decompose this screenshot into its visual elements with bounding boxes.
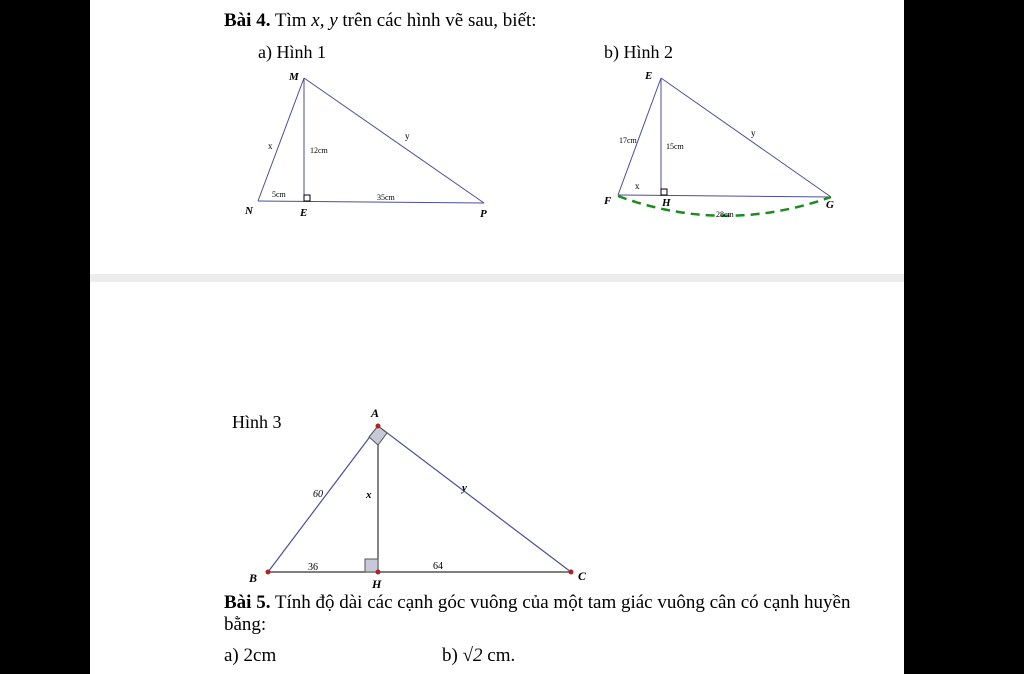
hinh1-figure — [258, 78, 484, 203]
bai5-option-b — [442, 645, 515, 667]
hinh3-caption: Hình 3 — [232, 412, 282, 432]
bai5-option-a: a) 2cm — [224, 645, 277, 666]
hinh3-point-A — [376, 424, 381, 429]
bai4-text-pre: Tìm — [270, 10, 312, 31]
hinh2-label-F: F — [604, 195, 612, 207]
hinh3-point-H — [376, 570, 381, 575]
hinh2-label-eh: 15cm — [666, 142, 684, 151]
hinh2-label-H: H — [662, 197, 671, 209]
hinh2-label-y: y — [751, 128, 756, 138]
hinh3-side-ac — [378, 426, 571, 572]
hinh3-point-B — [266, 570, 271, 575]
hinh3-label-A: A — [371, 406, 380, 420]
hinh1-labels — [244, 71, 487, 220]
bai5-line1 — [224, 592, 850, 614]
hinh3-label-C: C — [578, 569, 587, 583]
hinh1-label-N: N — [245, 205, 253, 217]
hinh2-label-x: x — [635, 181, 640, 191]
hinh1-label-ne: 5cm — [272, 190, 286, 199]
hinh2-side-fg — [618, 195, 831, 197]
hinh1-label-P: P — [480, 208, 487, 220]
bai4-text-post: trên các hình vẽ sau, biết: — [337, 10, 537, 31]
bai5-option-b-radical: √2 — [462, 645, 483, 666]
hinh3-label-hc: 64 — [433, 561, 443, 572]
hinh1-label-E: E — [300, 207, 308, 219]
hinh3-label-ac: y — [462, 482, 467, 494]
hinh2-label-G: G — [826, 199, 834, 211]
hinh3-side-ab — [268, 426, 378, 572]
hinh1-side-mp — [304, 78, 484, 203]
hinh2-right-angle-mark — [661, 189, 667, 195]
hinh1-side-np — [258, 201, 484, 203]
hinh3-right-angle-H — [365, 559, 378, 572]
bai4-label: Bài 4. — [224, 10, 271, 31]
hinh3-label-ah: x — [366, 489, 372, 501]
hinh2-side-eg — [661, 78, 831, 197]
hinh2-figure — [618, 78, 831, 197]
hinh3-label-bh: 36 — [308, 562, 318, 573]
figures-canvas — [90, 0, 904, 674]
hinh1-label-ep: 35cm — [377, 193, 395, 202]
bai5-label: Bài 5. — [224, 592, 271, 613]
hinh3-label-B: B — [249, 571, 258, 585]
hinh1-side-mn — [258, 78, 304, 201]
hinh3-label-ab: 60 — [313, 489, 323, 500]
hinh3-label-H: H — [372, 577, 382, 591]
bai5-option-b-suffix: cm. — [482, 645, 516, 666]
hinh3-labels — [248, 406, 587, 591]
hinh1-label-M: M — [289, 71, 299, 83]
hinh1-right-angle-mark — [304, 195, 310, 201]
hinh2-label-fg: 28cm — [716, 210, 734, 219]
bai5-line2: bằng: — [224, 614, 267, 635]
bai4-vars: x, y — [311, 10, 338, 31]
hinh1-label-me: 12cm — [310, 146, 328, 155]
bai5-text-line1: Tính độ dài các cạnh góc vuông của một tam giác vuông cân có cạnh huyền — [270, 592, 851, 613]
bai5-option-b-prefix: b) — [442, 645, 463, 666]
hinh2-caption: b) Hình 2 — [604, 42, 673, 62]
hinh3-right-angle-A — [369, 426, 387, 445]
hinh2-label-E: E — [645, 70, 653, 82]
hinh2-label-ef: 17cm — [619, 136, 637, 145]
hinh1-caption: a) Hình 1 — [258, 42, 326, 62]
hinh1-label-y: y — [405, 131, 410, 141]
hinh3-point-C — [569, 570, 574, 575]
hinh1-label-x: x — [268, 141, 273, 151]
